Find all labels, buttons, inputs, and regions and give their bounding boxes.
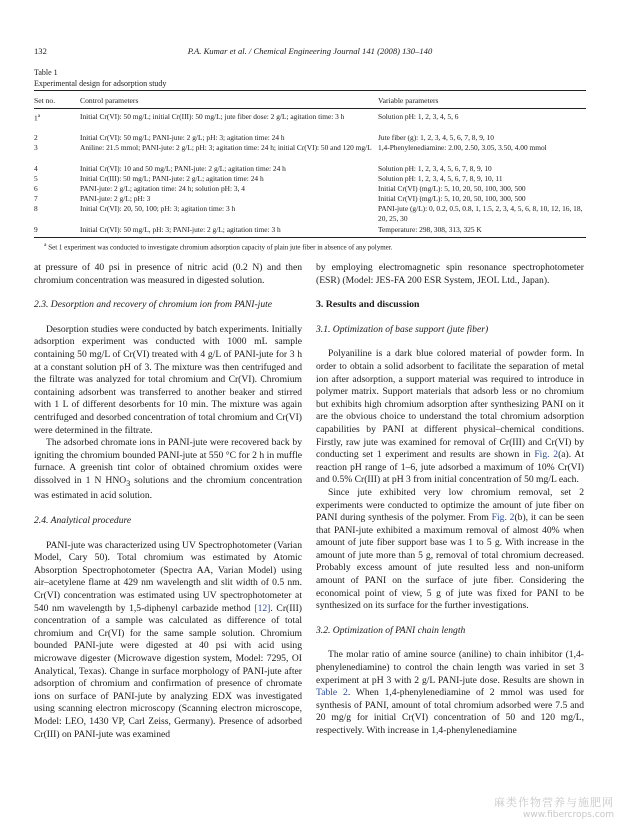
table-bottom-rule: [34, 237, 586, 238]
table-link[interactable]: Table 2: [316, 687, 348, 699]
paragraph: [316, 649, 584, 737]
page-header: [34, 46, 586, 60]
row-variable: Initial Cr(VI) (mg/L): 5, 10, 20, 50, 100, 300, 500: [378, 194, 526, 203]
paragraph: by employing electromagnetic spin resonance spectrophotometer (ESR) (Model: JES-FA 200 ESR System, JEOL Ltd., Japan).: [316, 262, 584, 286]
row-set: 4: [34, 164, 38, 173]
paragraph-text: . Cr(III) concentration of a sample was calculated as difference of total chromium and Cr(VI) for the same sample solution. Chromium bounded PANI-jute were digested at 40 psi with acid using microwave digester (Microwave digestion system, Model: 7295, OI Analytical, Texas). Change in surface morphology of PANI-jute after adsorption of chromium and confirmation of presence of chromate ions on surface of PANI-jute by analyzing EDX was investigated using scanning electron microscopy (Scanning electron microscope, Model: LEO, 1430 VP, Carl Zeiss, Germany). Presence of adsorbed Cr(III) on PANI-jute was examined: [34, 602, 302, 740]
right-column: [316, 262, 584, 738]
table-header-rule: [34, 108, 586, 109]
row-variable: Initial Cr(VI) (mg/L): 5, 10, 20, 50, 100, 300, 500: [378, 184, 526, 193]
watermark: [494, 794, 614, 820]
subsection-heading: 3.1. Optimization of base support (jute fiber): [316, 323, 489, 335]
paragraph: [316, 487, 584, 613]
left-column: [34, 262, 302, 741]
row-set: 5: [34, 174, 38, 183]
footnote-mark: a: [44, 242, 47, 248]
paragraph: [316, 348, 584, 487]
column-header-set: Set no.: [34, 96, 56, 105]
subsection-heading: 3.2. Optimization of PANI chain length: [316, 624, 466, 636]
paragraph: [34, 540, 302, 742]
reference-link[interactable]: [12]: [254, 602, 271, 614]
row-set: 3: [34, 143, 38, 152]
footnote-text: Set 1 experiment was conducted to investigate chromium adsorption capacity of plain jute fiber in absence of any polymer.: [48, 243, 393, 252]
paragraph-text: Since jute exhibited very low chromium removal, set 2 experiments were conducted to optimize the amount of jute fiber on PANI during synthesis of the polymer. From: [316, 486, 584, 524]
row-variable: PANI-jute (g/L): 0, 0.2, 0.5, 0.8, 1, 1.5, 2, 3, 4, 5, 6, 8, 10, 12, 16, 18, 20, 25, 30: [378, 204, 583, 223]
row-variable: 1,4-Phenylenediamine: 2.00, 2.50, 3.05, 3.50, 4.00 mmol: [378, 143, 547, 152]
row-variable: Solution pH: 1, 2, 3, 4, 5, 6, 7, 8, 9, 10: [378, 164, 492, 173]
paragraph-text: . When 1,4-phenylenediamine of 2 mmol was used for synthesis of PANI, amount of total chromium adsorbed were 7.5 and 20 mg/g for initial Cr(VI) concentration of 50 and 120 mg/L, respectively. With increase in 1,4-phenylenediamine: [316, 687, 585, 736]
row-control: Initial Cr(VI): 20, 50, 100; pH: 3; agitation time: 3 h: [80, 204, 236, 213]
paragraph-text: PANI-jute was characterized using UV Spectrophotometer (Varian Model, Cary 50). Total chromium was estimated by Atomic Absorption Spectrophotometer (Spectra AA, Varian Model) using air–acetylene flame at 429 nm wavelength and slit width of 0.5 nm. Cr(VI) concentration was estimated using UV spectrophotometer at 540 nm wavelength by 1,5-diphenyl carbazide method: [34, 539, 302, 614]
row-variable: Temperature: 298, 308, 313, 325 K: [378, 225, 482, 234]
paragraph-text: solutions and the chromium concentration was estimated in acid solution.: [34, 474, 303, 502]
paragraph: Desorption studies were conducted by batch experiments. Initially adsorption experiment was conducted with 1000 mL sample containing 50 mg/L of Cr(VI) treated with 4 g/L of PANI-jute for 3 h at a constant solution pH of 3. The mixture was then centrifuged and the filtrate was analyzed for total chromium and Cr(VI). Chromium containing adsorbent was transferred to another beaker and stirred with 1 L of different desorbents for 10 min. The mixture was again centrifuged and desorbed concentration of total chromium and Cr(VI) were determined in the filtrate.: [34, 323, 302, 436]
page-number: 132: [34, 46, 47, 56]
section-heading: 3. Results and discussion: [316, 299, 420, 311]
row-control: Initial Cr(VI): 50 mg/L; initial Cr(III): 50 mg/L; jute fiber dose: 2 g/L; agitation time: 3 h: [80, 112, 345, 121]
watermark-url: www.fibercrops.com: [523, 810, 614, 820]
subscript: 3: [126, 478, 131, 488]
row-set: 8: [34, 204, 38, 213]
table-caption: [34, 67, 166, 89]
column-header-control: Control parameters: [80, 96, 139, 105]
row-footnote-mark: a: [37, 113, 41, 119]
table-top-rule: [34, 90, 586, 91]
row-set: 9: [34, 225, 38, 234]
row-set: 1: [34, 113, 38, 123]
row-control: Initial Cr(VI): 10 and 50 mg/L; PANI-jute: 2 g/L; agitation time: 24 h: [80, 164, 286, 173]
table-label: Table 1: [34, 68, 58, 77]
paragraph-text: The molar ratio of amine source (aniline) to chain inhibitor (1,4-phenylenediamine) to control the chain length was varied in set 3 experiment at pH 3 with 2 g/L PANI-jute dose. Results are shown in: [316, 649, 584, 686]
paragraph-text: The adsorbed chromate ions in PANI-jute were recovered back by igniting the chromium bounded PANI-jute at 550 °C for 2 h in muffle furnace. A greenish tint color of obtained chromium oxides were dissolved in 1 N HNO: [34, 437, 302, 486]
journal-citation: P.A. Kumar et al. / Chemical Engineering Journal 141 (2008) 130–140: [187, 46, 433, 56]
row-control: PANI-jute: 2 g/L; agitation time: 24 h; solution pH: 3, 4: [80, 184, 245, 193]
row-control: Initial Cr(VI): 50 mg/L, pH: 3; PANI-jute: 2 g/L; agitation time: 3 h: [80, 225, 281, 234]
watermark-title: 麻类作物营养与施肥网: [494, 796, 614, 809]
paragraph-text: (a). At reaction pH range of 1–6, jute adsorbed a maximum of 10% Cr(VI) and 0.5% Cr(III) at pH 3 from initial concentration of 50 mg/L each.: [316, 449, 584, 486]
section-heading: 2.3. Desorption and recovery of chromium ion from PANI-jute: [34, 299, 273, 311]
table-footnote: [44, 242, 392, 251]
figure-link[interactable]: Fig. 2: [491, 512, 515, 524]
paragraph: at pressure of 40 psi in presence of nitric acid (0.2 N) and then chromium concentration was measured in digested solution.: [34, 262, 302, 286]
row-control: Initial Cr(III): 50 mg/L; PANI-jute: 2 g/L; agitation time: 24 h: [80, 174, 264, 183]
row-set: 2: [34, 133, 38, 142]
column-header-variable: Variable parameters: [378, 96, 439, 105]
row-set: 6: [34, 184, 38, 193]
row-control: PANI-jute: 2 g/L; pH: 3: [80, 194, 151, 203]
paragraph-text: (b), it can be seen that PANI-jute exhibited a maximum removal of almost 40% when amount of jute fiber support base was 1 to 5 g. With increase in the amount of jute more than 5 g, removal of total chromium decreased. Probably excess amount of jute resulted less and non-uniform amount of PANI on the surface of jute fiber. Considering the economical point of view, 5 g of jute was fixed for PANI to be synthesized on its surface for the further investigations.: [316, 512, 584, 612]
row-control: Aniline: 21.5 mmol; PANI-jute: 2 g/L; pH: 3; agitation time: 24 h; initial Cr(VI): 50 and 120 mg/L: [80, 143, 372, 152]
paragraph-text: Polyaniline is a dark blue colored material of powder form. In order to obtain a solid adsorbent to facilitate the separation of metal ion after adsorption, a support material was required to introduce in polymer matrix. Support materials that adsorb less or no chromium but exhibits high chromium adsorption after synthesizing PANI on it are the obvious choice to understand the total chromium adsorption capabilities by PANI at different physical–chemical conditions. Firstly, raw jute was examined for removal of Cr(III) and Cr(VI) by conducting set 1 experiment and results are shown in: [316, 348, 584, 461]
section-heading: 2.4. Analytical procedure: [34, 515, 132, 526]
table-title: Experimental design for adsorption study: [34, 79, 167, 88]
figure-link[interactable]: Fig. 2: [534, 449, 559, 461]
row-set: 7: [34, 194, 38, 203]
row-control: Initial Cr(VI): 50 mg/L; PANI-jute: 2 g/L; pH: 3; agitation time: 24 h: [80, 133, 285, 142]
row-variable: Solution pH: 1, 2, 3, 4, 5, 6, 7, 8, 9, 10, 11: [378, 174, 503, 183]
row-variable: Solution pH: 1, 2, 3, 4, 5, 6: [378, 112, 459, 121]
row-variable: Jute fiber (g): 1, 2, 3, 4, 5, 6, 7, 8, 9, 10: [378, 133, 494, 142]
paragraph: [34, 437, 302, 503]
